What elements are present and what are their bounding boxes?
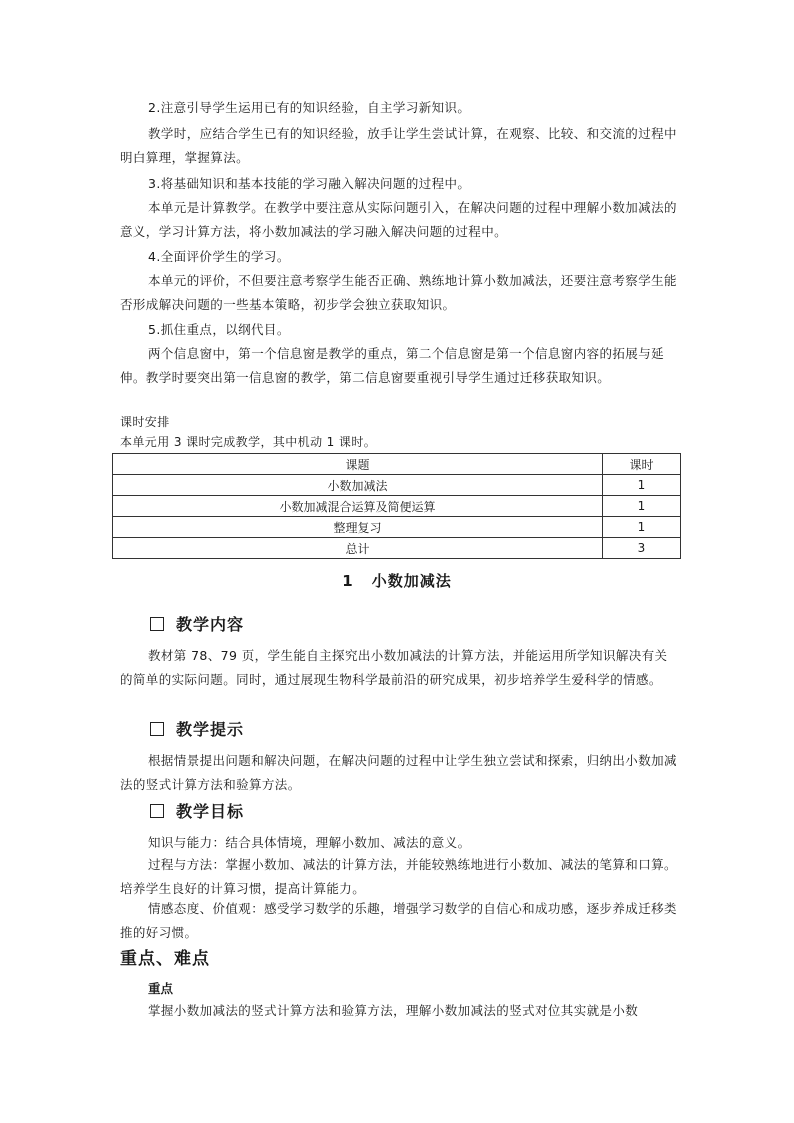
heading-hints bbox=[150, 717, 244, 740]
schedule-title: 课时安排 bbox=[120, 415, 170, 429]
paragraph-guide-detail: 教学时，应结合学生已有的知识经验，放手让学生尝试计算，在观察、比较、和交流的过程中明白算理，掌握算法。 bbox=[120, 126, 677, 165]
table-row bbox=[113, 475, 681, 496]
paragraph-evaluate: 4.全面评价学生的学习。 bbox=[148, 249, 290, 264]
table-cell: 总计 bbox=[113, 538, 603, 559]
schedule-note: 本单元用 3 课时完成教学，其中机动 1 课时。 bbox=[120, 435, 377, 449]
paragraph-focus: 5.抓住重点，以纲代目。 bbox=[148, 322, 290, 337]
table-cell: 3 bbox=[602, 538, 680, 559]
checkbox-square-icon bbox=[150, 804, 164, 818]
paragraph-focus-detail: 两个信息窗中，第一个信息窗是教学的重点，第二个信息窗是第一个信息窗内容的拓展与延伸。教学时要突出第一信息窗的教学，第二信息窗要重视引导学生通过迁移获取知识。 bbox=[120, 346, 665, 385]
table-row bbox=[113, 496, 681, 517]
heading-key-points: 重点、难点 bbox=[120, 949, 210, 969]
table-cell: 1 bbox=[602, 496, 680, 517]
table-header-topic: 课题 bbox=[113, 454, 603, 475]
subheading-key: 重点 bbox=[148, 981, 174, 996]
hints-text: 根据情景提出问题和解决问题，在解决问题的过程中让学生独立尝试和探索，归纳出小数加减法的竖式计算方法和验算方法。 bbox=[120, 753, 677, 792]
paragraph-evaluate-detail: 本单元的评价，不但要注意考察学生能否正确、熟练地计算小数加减法，还要注意考察学生能否形成解决问题的一些基本策略，初步学会独立获取知识。 bbox=[120, 273, 677, 312]
table-header-hours: 课时 bbox=[602, 454, 680, 475]
section-number: 1 bbox=[342, 572, 354, 590]
table-cell: 小数加减法 bbox=[113, 475, 603, 496]
heading-content bbox=[150, 612, 244, 635]
table-cell: 小数加减混合运算及简便运算 bbox=[113, 496, 603, 517]
heading-goals bbox=[150, 799, 244, 822]
content-text: 教材第 78、79 页，学生能自主探究出小数加减法的计算方法，并能运用所学知识解决有关的简单的实际问题。同时，通过展现生物科学最前沿的研究成果，初步培养学生爱科学的情感。 bbox=[120, 648, 668, 687]
heading-hints-label: 教学提示 bbox=[176, 720, 245, 739]
heading-goals-label: 教学目标 bbox=[176, 802, 245, 821]
paragraph-integrate-detail: 本单元是计算教学。在教学中要注意从实际问题引入，在解决问题的过程中理解小数加减法的意义，学习计算方法，将小数加减法的学习融入解决问题的过程中。 bbox=[120, 200, 677, 239]
schedule-table bbox=[112, 453, 681, 559]
section-title bbox=[0, 570, 794, 591]
table-cell: 1 bbox=[602, 475, 680, 496]
table-cell: 整理复习 bbox=[113, 517, 603, 538]
table-row bbox=[113, 538, 681, 559]
key-text: 掌握小数加减法的竖式计算方法和验算方法，理解小数加减法的竖式对位其实就是小数 bbox=[148, 1003, 639, 1018]
checkbox-square-icon bbox=[150, 617, 164, 631]
goal-attitude: 情感态度、价值观：感受学习数学的乐趣，增强学习数学的自信心和成功感，逐步养成迁移类推的好习惯。 bbox=[120, 901, 677, 940]
goal-knowledge: 知识与能力：结合具体情境，理解小数加、减法的意义。 bbox=[148, 835, 471, 850]
heading-content-label: 教学内容 bbox=[176, 615, 245, 634]
table-cell: 1 bbox=[602, 517, 680, 538]
table-header-row bbox=[113, 454, 681, 475]
goal-process: 过程与方法：掌握小数加、减法的计算方法，并能较熟练地进行小数加、减法的笔算和口算。培养学生良好的计算习惯，提高计算能力。 bbox=[120, 857, 677, 896]
section-name: 小数加减法 bbox=[371, 572, 452, 590]
table-row bbox=[113, 517, 681, 538]
checkbox-square-icon bbox=[150, 722, 164, 736]
paragraph-guide: 2.注意引导学生运用已有的知识经验，自主学习新知识。 bbox=[148, 100, 471, 115]
paragraph-integrate: 3.将基础知识和基本技能的学习融入解决问题的过程中。 bbox=[148, 176, 471, 191]
